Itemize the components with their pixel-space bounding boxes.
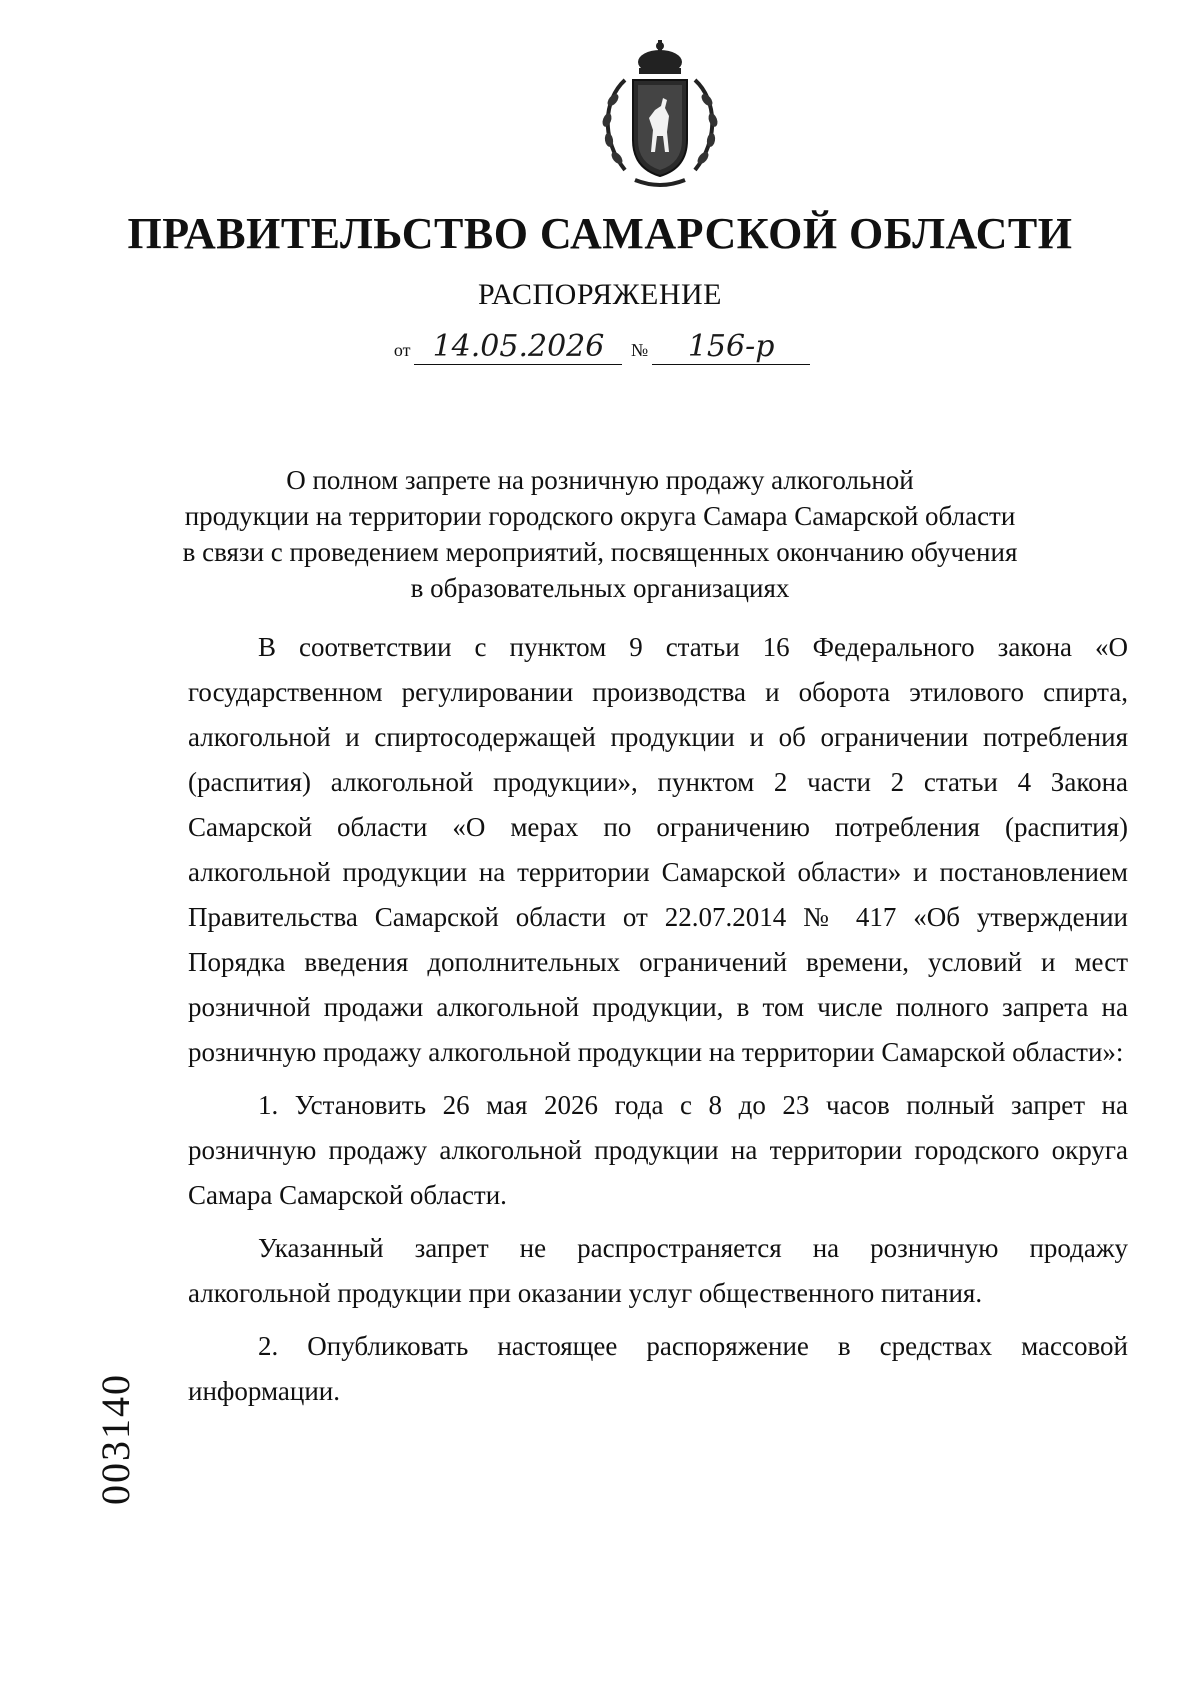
exception-paragraph: Указанный запрет не распространяется на розничную продажу алкогольной продукции при оказании услуг общественного питания. [188, 1233, 1128, 1308]
number-label: № [630, 340, 649, 360]
subject-line: в связи с проведением мероприятий, посвященных окончанию обучения [182, 537, 1018, 567]
government-title: ПРАВИТЕЛЬСТВО САМАРСКОЙ ОБЛАСТИ [127, 209, 1073, 258]
subject-line: в образовательных организациях [410, 573, 790, 603]
preamble-paragraph: В соответствии с пунктом 9 статьи 16 Федерального закона «О государственном регулировании производства и оборота этилового спирта, алкогольной и спиртосодержащей продукции и об ограничении потребления (распития) алкогольной продукции», пунктом 2 части 2 статьи 4 Закона Самарской области «О мерах по ограничению потребления (распития) алкогольной продукции на территории Самарской области» и постановлением Правительства Самарской области от 22.07.2014 № 417 «Об утверждении Порядка введения дополнительных ограничений времени, условий и мест розничной продажи алкогольной продукции, в том числе полного запрета на розничную продажу алкогольной продукции на территории Самарской области»: [188, 632, 1128, 1067]
item-1-paragraph: 1. Установить 26 мая 2026 года с 8 до 23 часов полный запрет на розничную продажу алкогольной продукции на территории городского округа Самара Самарской области. [188, 1090, 1128, 1210]
coat-of-arms-icon [595, 40, 725, 190]
side-registration-number: 003140 [93, 1373, 138, 1505]
subject-line: продукции на территории городского округа Самара Самарской области [184, 501, 1016, 531]
document-number: 156-р [652, 330, 810, 365]
date-number-line [0, 330, 1200, 365]
subject-line: О полном запрете на розничную продажу алкогольной [286, 465, 914, 495]
item-2-paragraph: 2. Опубликовать настоящее распоряжение в средствах массовой информации. [188, 1331, 1128, 1406]
document-date: 14.05.2026 [414, 330, 622, 365]
document-subject [160, 462, 1040, 606]
date-prefix: от [393, 340, 411, 360]
document-type: РАСПОРЯЖЕНИЕ [477, 278, 723, 311]
document-body [188, 625, 1128, 1414]
